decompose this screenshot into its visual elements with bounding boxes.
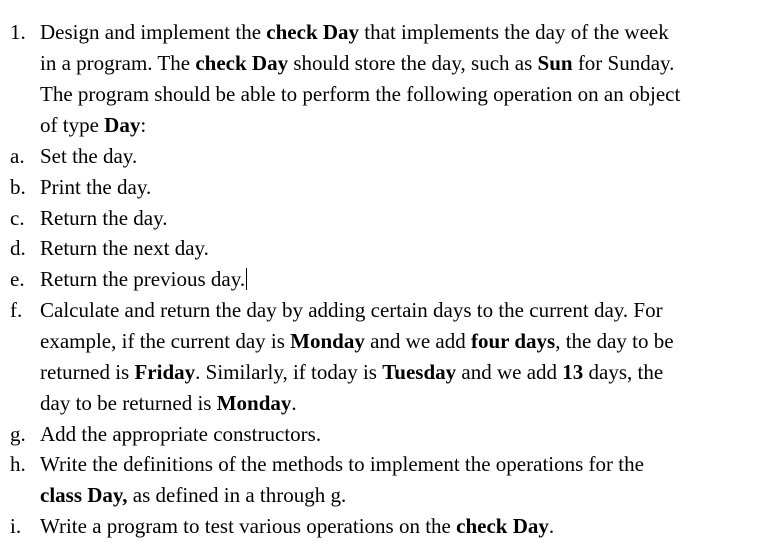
list-marker: i. <box>10 514 22 538</box>
text-line: of type Day: <box>40 113 147 137</box>
list-marker: f. <box>10 298 23 322</box>
question-1-text <box>40 17 775 141</box>
list-marker: e. <box>10 267 25 291</box>
text-line: Write a program to test various operations on the check Day. <box>40 514 555 538</box>
list-marker: 1. <box>10 20 26 44</box>
text-line: Calculate and return the day by adding certain days to the current day. For <box>40 298 663 322</box>
list-marker: c. <box>10 206 25 230</box>
text-line: Set the day. <box>40 144 138 168</box>
text-line: example, if the current day is Monday and we add four days, the day to be <box>40 329 674 353</box>
text-line: day to be returned is Monday. <box>40 391 297 415</box>
text-line: in a program. The check Day should store the day, such as Sun for Sunday. <box>40 51 675 75</box>
text-line: returned is Friday. Similarly, if today is Tuesday and we add 13 days, the <box>40 360 664 384</box>
text-line: Return the day. <box>40 206 168 230</box>
text-line: Print the day. <box>40 175 152 199</box>
text-line: The program should be able to perform the following operation on an object <box>40 82 681 106</box>
list-marker: b. <box>10 175 26 199</box>
text-line: class Day, as defined in a through g. <box>40 483 347 507</box>
list-marker: d. <box>10 236 26 260</box>
list-marker: g. <box>10 422 26 446</box>
text-line: Return the next day. <box>40 236 209 260</box>
text-line: Write the definitions of the methods to implement the operations for the <box>40 452 644 476</box>
text-line: Design and implement the check Day that implements the day of the week <box>40 20 669 44</box>
list-marker: a. <box>10 144 25 168</box>
text-cursor <box>246 268 247 290</box>
list-marker: h. <box>10 452 26 476</box>
text-line[interactable]: Return the previous day. <box>40 267 246 291</box>
text-line: Add the appropriate constructors. <box>40 422 322 446</box>
